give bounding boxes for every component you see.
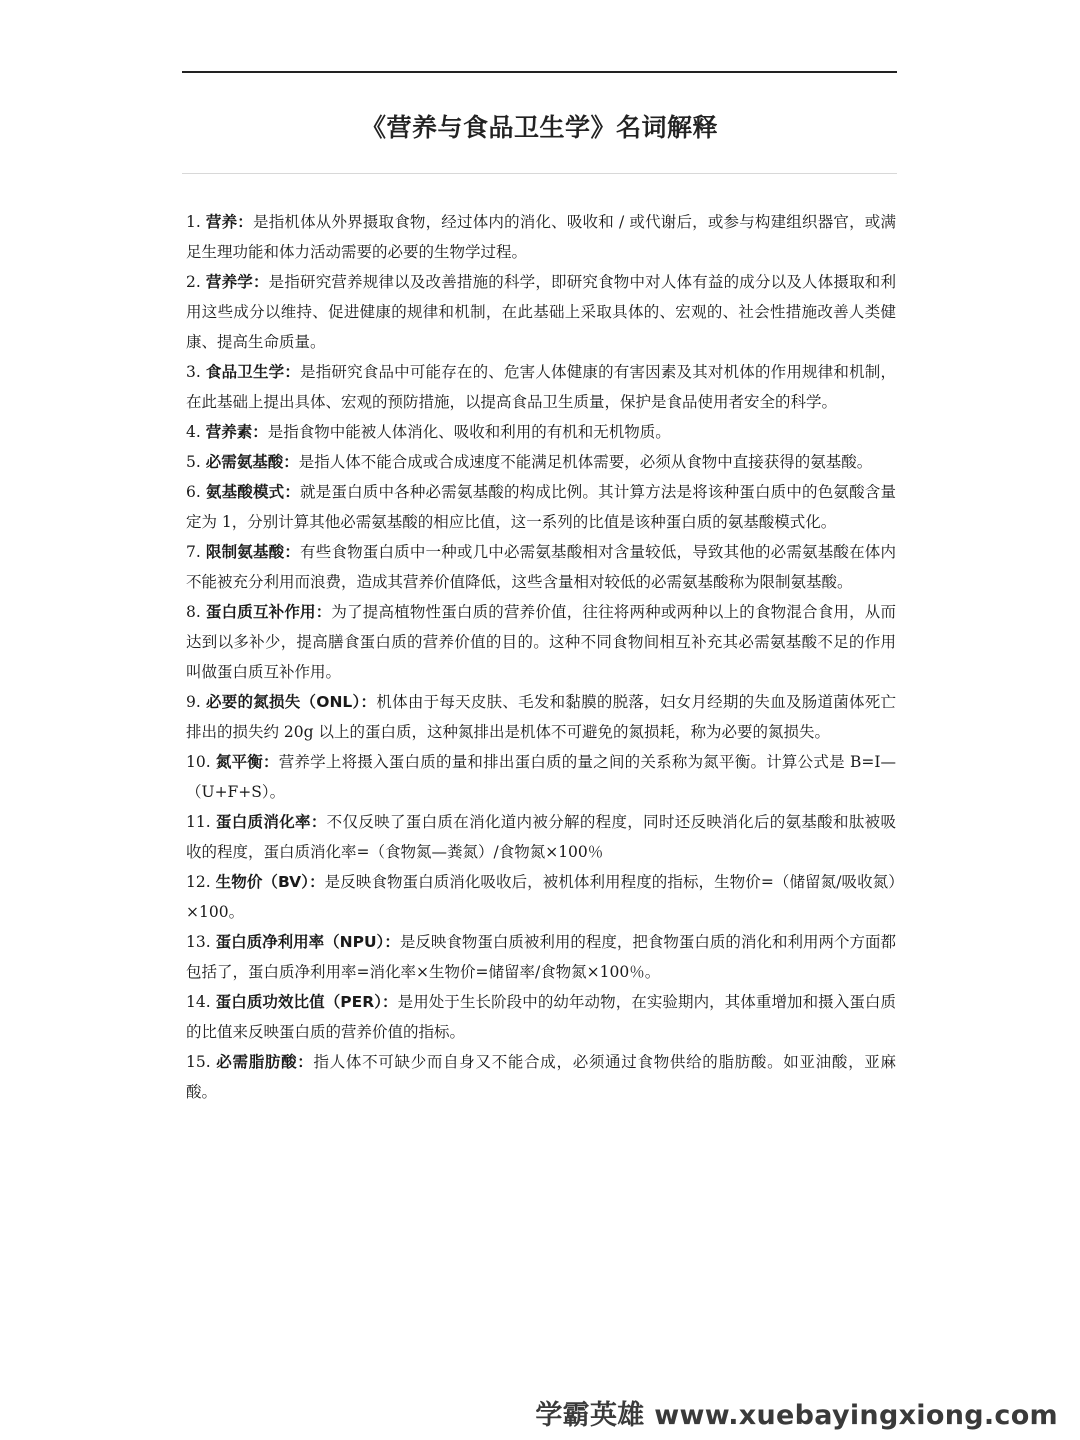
term-number: 3. xyxy=(186,363,201,381)
term-item xyxy=(186,987,896,1047)
term-name: 氨基酸模式： xyxy=(205,483,301,501)
term-number: 8. xyxy=(186,603,201,621)
term-item xyxy=(186,687,896,747)
term-definition: 营养学上将摄入蛋白质的量和排出蛋白质的量之间的关系称为氮平衡。计算公式是 B=I—（U+F+S）。 xyxy=(186,753,896,801)
term-number: 13. xyxy=(186,933,211,951)
term-definition: 有些食物蛋白质中一种或几中必需氨基酸相对含量较低，导致其他的必需氨基酸在体内不能被充分利用而浪费，造成其营养价值降低，这些含量相对较低的必需氨基酸称为限制氨基酸。 xyxy=(186,543,896,591)
term-definition: 是指人体不能合成或合成速度不能满足机体需要，必须从食物中直接获得的氨基酸。 xyxy=(298,453,873,471)
term-item xyxy=(186,477,896,537)
term-number: 1. xyxy=(186,213,201,231)
term-list xyxy=(186,207,896,1107)
term-definition: 是用处于生长阶段中的幼年动物，在实验期内，其体重增加和摄入蛋白质的比值来反映蛋白质的营养价值的指标。 xyxy=(186,993,896,1041)
term-name: 蛋白质功效比值（PER）： xyxy=(215,993,398,1011)
term-number: 10. xyxy=(186,753,211,771)
term-item xyxy=(186,417,896,447)
term-number: 2. xyxy=(186,273,201,291)
term-item xyxy=(186,357,896,417)
term-item xyxy=(186,1047,896,1107)
term-definition: 是指研究营养规律以及改善措施的科学，即研究食物中对人体有益的成分以及人体摄取和利用这些成分以维持、促进健康的规律和机制，在此基础上采取具体的、宏观的、社会性措施改善人类健康、提高生命质量。 xyxy=(186,273,896,351)
term-name: 氮平衡： xyxy=(215,753,279,771)
term-number: 15. xyxy=(186,1053,211,1071)
term-definition: 为了提高植物性蛋白质的营养价值，往往将两种或两种以上的食物混合食用，从而达到以多补少，提高膳食蛋白质的营养价值的目的。这种不同食物间相互补充其必需氨基酸不足的作用叫做蛋白质互补作用。 xyxy=(186,603,896,681)
term-definition: 是反映食物蛋白质消化吸收后，被机体利用程度的指标，生物价=（储留氮/吸收氮）×100。 xyxy=(186,873,896,921)
term-definition: 机体由于每天皮肤、毛发和黏膜的脱落，妇女月经期的失血及肠道菌体死亡排出的损失约 20g 以上的蛋白质，这种氮排出是机体不可避免的氮损耗，称为必要的氮损失。 xyxy=(186,693,896,741)
term-item xyxy=(186,537,896,597)
term-name: 食品卫生学： xyxy=(205,363,301,381)
term-name: 生物价（BV）： xyxy=(215,873,325,891)
term-number: 11. xyxy=(186,813,211,831)
term-definition: 不仅反映了蛋白质在消化道内被分解的程度，同时还反映消化后的氨基酸和肽被吸收的程度，蛋白质消化率=（食物氮—粪氮）/食物氮×100％ xyxy=(186,813,896,861)
term-name: 蛋白质净利用率（NPU）： xyxy=(215,933,400,951)
title-divider xyxy=(182,173,897,174)
term-number: 5. xyxy=(186,453,201,471)
term-number: 12. xyxy=(186,873,211,891)
term-number: 14. xyxy=(186,993,211,1011)
term-item xyxy=(186,207,896,267)
term-number: 7. xyxy=(186,543,201,561)
term-item xyxy=(186,267,896,357)
term-definition: 是指机体从外界摄取食物，经过体内的消化、吸收和 / 或代谢后，或参与构建组织器官，或满足生理功能和体力活动需要的必要的生物学过程。 xyxy=(186,213,896,261)
term-name: 必需脂肪酸： xyxy=(216,1053,314,1071)
term-name: 营养学： xyxy=(205,273,269,291)
term-definition: 是指研究食品中可能存在的、危害人体健康的有害因素及其对机体的作用规律和机制，在此基础上提出具体、宏观的预防措施，以提高食品卫生质量，保护是食品使用者安全的科学。 xyxy=(186,363,896,411)
term-number: 9. xyxy=(186,693,201,711)
term-definition: 是指食物中能被人体消化、吸收和利用的有机和无机物质。 xyxy=(267,423,671,441)
term-name: 蛋白质互补作用： xyxy=(205,603,332,621)
term-item xyxy=(186,447,896,477)
term-name: 营养素： xyxy=(205,423,268,441)
term-name: 蛋白质消化率： xyxy=(215,813,327,831)
term-item xyxy=(186,747,896,807)
term-name: 限制氨基酸： xyxy=(205,543,301,561)
term-item xyxy=(186,927,896,987)
term-item xyxy=(186,807,896,867)
top-rule xyxy=(182,71,897,73)
term-item xyxy=(186,597,896,687)
term-name: 必要的氮损失（ONL）： xyxy=(205,693,377,711)
site-watermark: 学霸英雄 www.xuebayingxiong.com xyxy=(535,1400,1058,1431)
term-number: 6. xyxy=(186,483,201,501)
term-definition: 就是蛋白质中各种必需氨基酸的构成比例。其计算方法是将该种蛋白质中的色氨酸含量定为 1，分别计算其他必需氨基酸的相应比值，这一系列的比值是该种蛋白质的氨基酸模式化。 xyxy=(186,483,896,531)
document-title: 《营养与食品卫生学》名词解释 xyxy=(360,113,718,142)
term-name: 必需氨基酸： xyxy=(205,453,299,471)
term-definition: 指人体不可缺少而自身又不能合成，必须通过食物供给的脂肪酸。如亚油酸，亚麻酸。 xyxy=(186,1053,896,1101)
term-definition: 是反映食物蛋白质被利用的程度，把食物蛋白质的消化和利用两个方面都包括了，蛋白质净利用率=消化率×生物价=储留率/食物氮×100％。 xyxy=(186,933,896,981)
term-number: 4. xyxy=(186,423,201,441)
term-item xyxy=(186,867,896,927)
term-name: 营养： xyxy=(205,213,253,231)
